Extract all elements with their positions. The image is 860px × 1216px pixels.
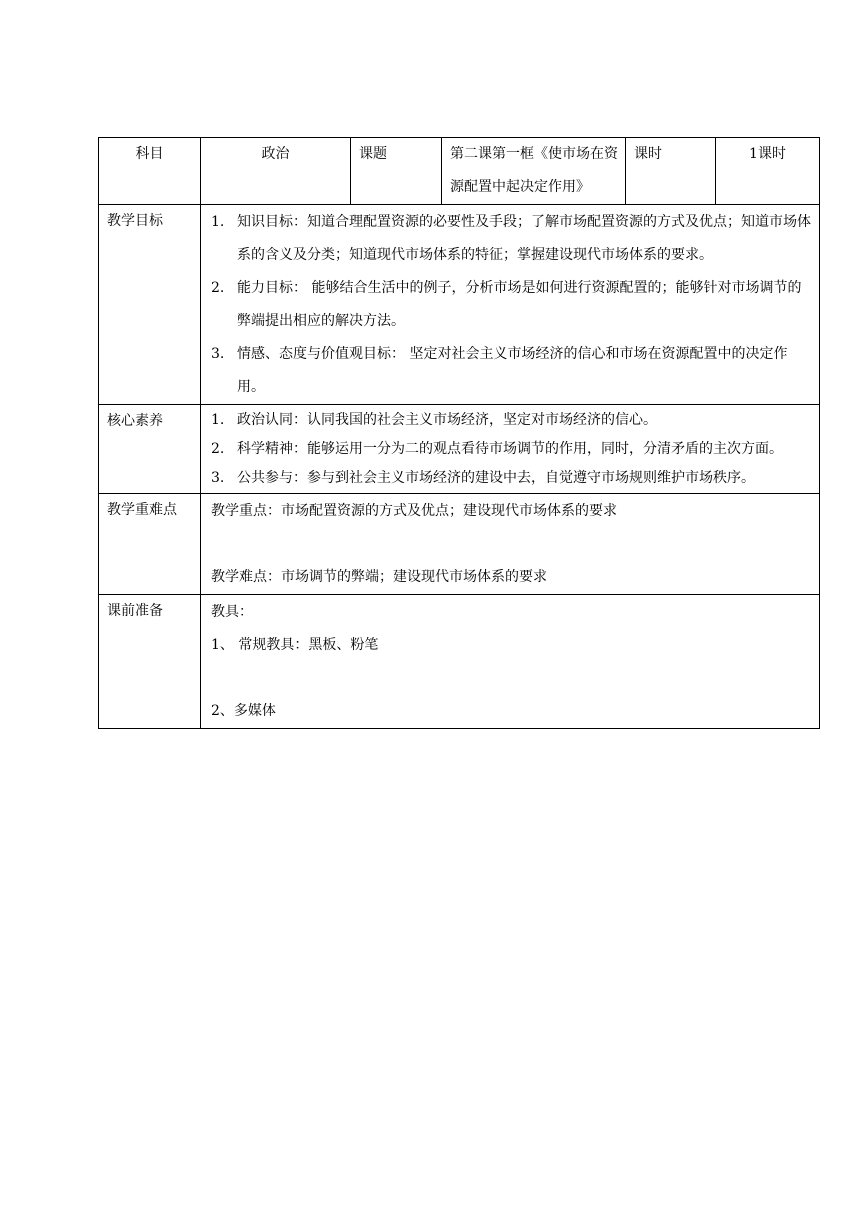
topic-value: 第二课第一框《使市场在资源配置中起决定作用》 — [442, 138, 626, 205]
list-item: 3. 情感、态度与价值观目标： 坚定对社会主义市场经济的信心和市场在资源配置中的决定作用。 — [211, 346, 788, 395]
literacy-label: 核心素养 — [99, 405, 201, 494]
list-item: 1. 政治认同：认同我国的社会主义市场经济，坚定对市场经济的信心。 — [211, 412, 657, 428]
subject-value: 政治 — [201, 138, 351, 205]
preparation-label: 课前准备 — [99, 595, 201, 729]
teaching-difficulty: 教学难点：市场调节的弊端；建设现代市场体系的要求 — [211, 569, 547, 585]
objectives-row — [99, 205, 820, 405]
objectives-label: 教学目标 — [99, 205, 201, 405]
objectives-content — [201, 205, 820, 405]
literacy-list — [211, 406, 813, 493]
list-item: 1. 知识目标：知道合理配置资源的必要性及手段；了解市场配置资源的方式及优点；知道市场体系的含义及分类；知道现代市场体系的特征；掌握建设现代市场体系的要求。 — [211, 214, 811, 263]
topic-label: 课题 — [351, 138, 442, 205]
subject-label: 科目 — [99, 138, 201, 205]
list-item: 3. 公共参与：参与到社会主义市场经济的建设中去，自觉遵守市场规则维护市场秩序。 — [211, 470, 755, 486]
period-value: 1课时 — [716, 138, 820, 205]
list-item: 2. 能力目标： 能够结合生活中的例子，分析市场是如何进行资源配置的；能够针对市场调节的弊端提出相应的解决方法。 — [211, 280, 802, 329]
key-points-content — [201, 494, 820, 595]
spacer — [211, 662, 813, 695]
objectives-list — [211, 206, 813, 404]
header-row — [99, 138, 820, 205]
period-label: 课时 — [626, 138, 716, 205]
literacy-content — [201, 405, 820, 494]
list-item: 2. 科学精神：能够运用一分为二的观点看待市场调节的作用，同时，分清矛盾的主次方面。 — [211, 441, 783, 457]
lesson-plan-table — [98, 137, 820, 729]
preparation-row — [99, 595, 820, 729]
teaching-focus: 教学重点：市场配置资源的方式及优点；建设现代市场体系的要求 — [211, 503, 617, 519]
tools-item-1: 1、 常规教具：黑板、粉笔 — [211, 637, 379, 653]
spacer — [211, 528, 813, 561]
preparation-content — [201, 595, 820, 729]
tools-heading: 教具： — [211, 604, 253, 620]
key-points-row — [99, 494, 820, 595]
tools-item-2: 2、多媒体 — [211, 703, 276, 719]
literacy-row — [99, 405, 820, 494]
key-points-label: 教学重难点 — [99, 494, 201, 595]
